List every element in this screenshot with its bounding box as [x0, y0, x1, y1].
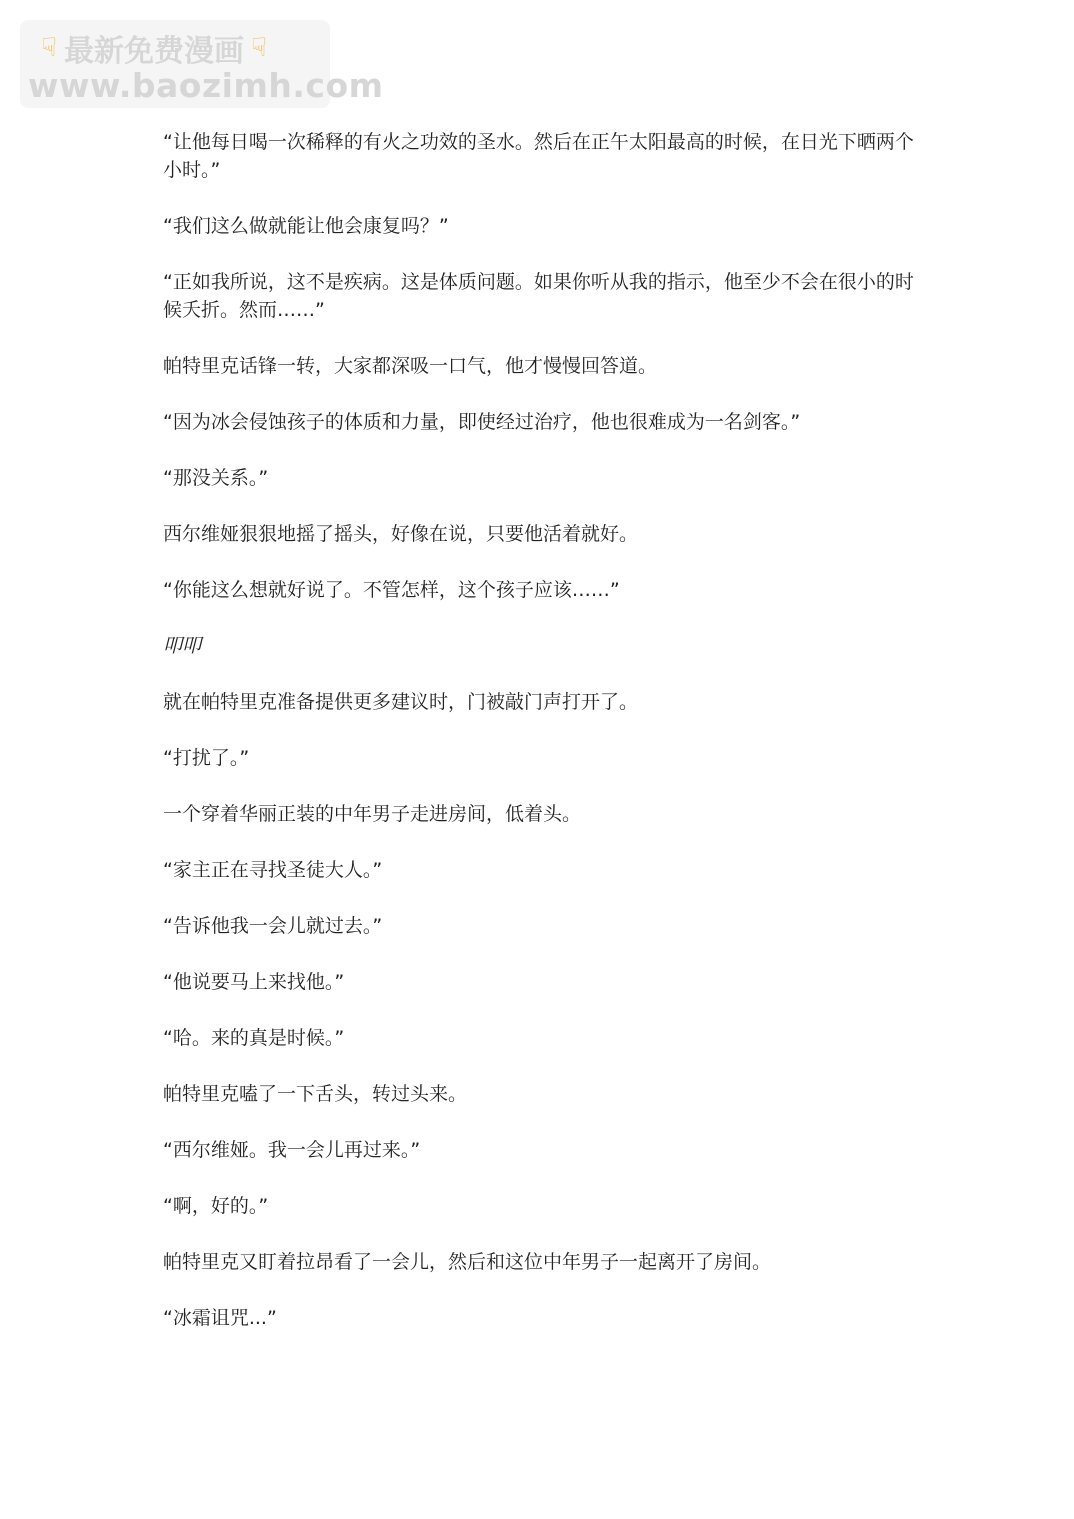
- chapter-text: [163, 128, 923, 1360]
- paragraph-19: “啊，好的。”: [163, 1195, 269, 1217]
- paragraph-6: “那没关系。”: [163, 467, 269, 489]
- pointing-down-hand-icon: ☟: [41, 33, 57, 63]
- paragraph-14: “告诉他我一会儿就过去。”: [163, 915, 383, 937]
- paragraph-8: “你能这么想就好说了。不管怎样，这个孩子应该……”: [163, 579, 620, 601]
- watermark-title-text: 最新免费漫画: [64, 34, 244, 69]
- paragraph-11: “打扰了。”: [163, 747, 250, 769]
- paragraph-7: 西尔维娅狠狠地摇了摇头，好像在说，只要他活着就好。: [163, 523, 639, 545]
- paragraph-16: “哈。来的真是时候。”: [163, 1027, 345, 1049]
- paragraph-10: 就在帕特里克准备提供更多建议时，门被敲门声打开了。: [163, 691, 639, 713]
- paragraph-18: “西尔维娅。我一会儿再过来。”: [163, 1139, 421, 1161]
- sound-effect: 叩叩: [163, 635, 202, 657]
- pointing-down-hand-icon: ☟: [251, 33, 267, 63]
- watermark-title: [34, 30, 274, 69]
- watermark-banner: [20, 20, 384, 108]
- paragraph-13: “家主正在寻找圣徒大人。”: [163, 859, 383, 881]
- paragraph-20: 帕特里克又盯着拉昂看了一会儿，然后和这位中年男子一起离开了房间。: [163, 1251, 772, 1273]
- paragraph-17: 帕特里克嗑了一下舌头，转过头来。: [163, 1083, 468, 1105]
- paragraph-4: 帕特里克话锋一转，大家都深吸一口气，他才慢慢回答道。: [163, 355, 658, 377]
- paragraph-12: 一个穿着华丽正装的中年男子走进房间，低着头。: [163, 803, 582, 825]
- paragraph-21: “冰霜诅咒...”: [163, 1307, 277, 1329]
- watermark-url: www.baozimh.com: [28, 66, 384, 105]
- paragraph-5: “因为冰会侵蚀孩子的体质和力量，即使经过治疗，他也很难成为一名剑客。”: [163, 411, 801, 433]
- paragraph-1: “让他每日喝一次稀释的有火之功效的圣水。然后在正午太阳最高的时候，在日光下晒两个小时。”: [163, 131, 914, 181]
- paragraph-2: “我们这么做就能让他会康复吗？”: [163, 215, 449, 237]
- paragraph-15: “他说要马上来找他。”: [163, 971, 345, 993]
- paragraph-3: “正如我所说，这不是疾病。这是体质问题。如果你听从我的指示，他至少不会在很小的时候夭折。然而……”: [163, 271, 914, 321]
